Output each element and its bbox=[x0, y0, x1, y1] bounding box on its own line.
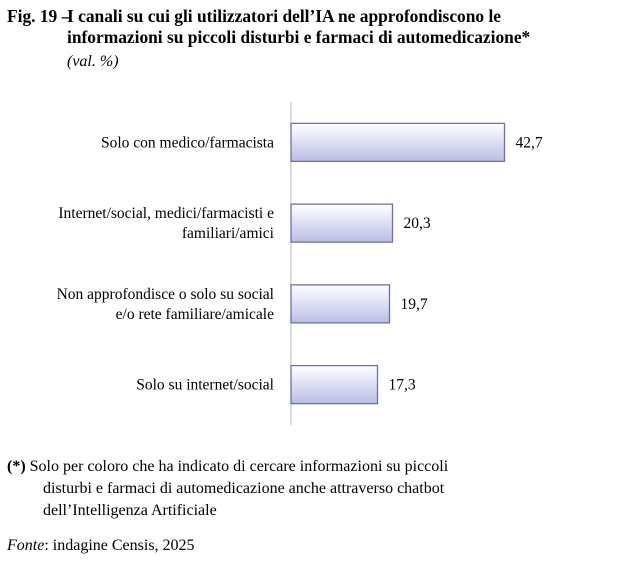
figure-title bbox=[7, 6, 623, 48]
category-label: Solo con medico/farmacista bbox=[100, 134, 274, 152]
figure-title-line1: I canali su cui gli utilizzatori dell’IA ne approfondiscono le bbox=[67, 6, 501, 26]
bar bbox=[291, 123, 505, 161]
footnote-marker: (*) bbox=[7, 458, 26, 475]
value-label: 17,3 bbox=[388, 376, 416, 394]
source-note bbox=[7, 536, 195, 556]
category-label: Non approfondisce o solo su social bbox=[56, 285, 274, 303]
value-label: 42,7 bbox=[515, 134, 543, 152]
unit-note: (val. %) bbox=[67, 53, 119, 70]
figure-title-line2: informazioni su piccoli disturbi e farmaci di automedicazione* bbox=[67, 27, 531, 47]
footnote-line3: dell’Intelligenza Artificiale bbox=[43, 502, 217, 519]
bar bbox=[291, 204, 393, 242]
footnote-line1: Solo per coloro che ha indicato di cercare informazioni su piccoli bbox=[29, 458, 449, 475]
bar-chart bbox=[0, 80, 627, 445]
figure-number: Fig. 19 – bbox=[7, 6, 71, 26]
source-text: : indagine Censis, 2025 bbox=[44, 537, 195, 554]
value-label: 19,7 bbox=[400, 295, 428, 313]
category-label: familiari/amici bbox=[181, 225, 274, 243]
bar bbox=[291, 366, 378, 404]
source-label: Fonte bbox=[7, 537, 45, 554]
bar bbox=[291, 285, 390, 323]
value-label: 20,3 bbox=[403, 215, 431, 233]
category-label: Solo su internet/social bbox=[136, 376, 274, 394]
footnote bbox=[7, 456, 607, 522]
category-label: e/o rete familiare/amicale bbox=[115, 305, 274, 323]
category-label: Internet/social, medici/farmacisti e bbox=[58, 205, 274, 223]
footnote-line2: disturbi e farmaci di automedicazione anche attraverso chatbot bbox=[43, 480, 445, 497]
